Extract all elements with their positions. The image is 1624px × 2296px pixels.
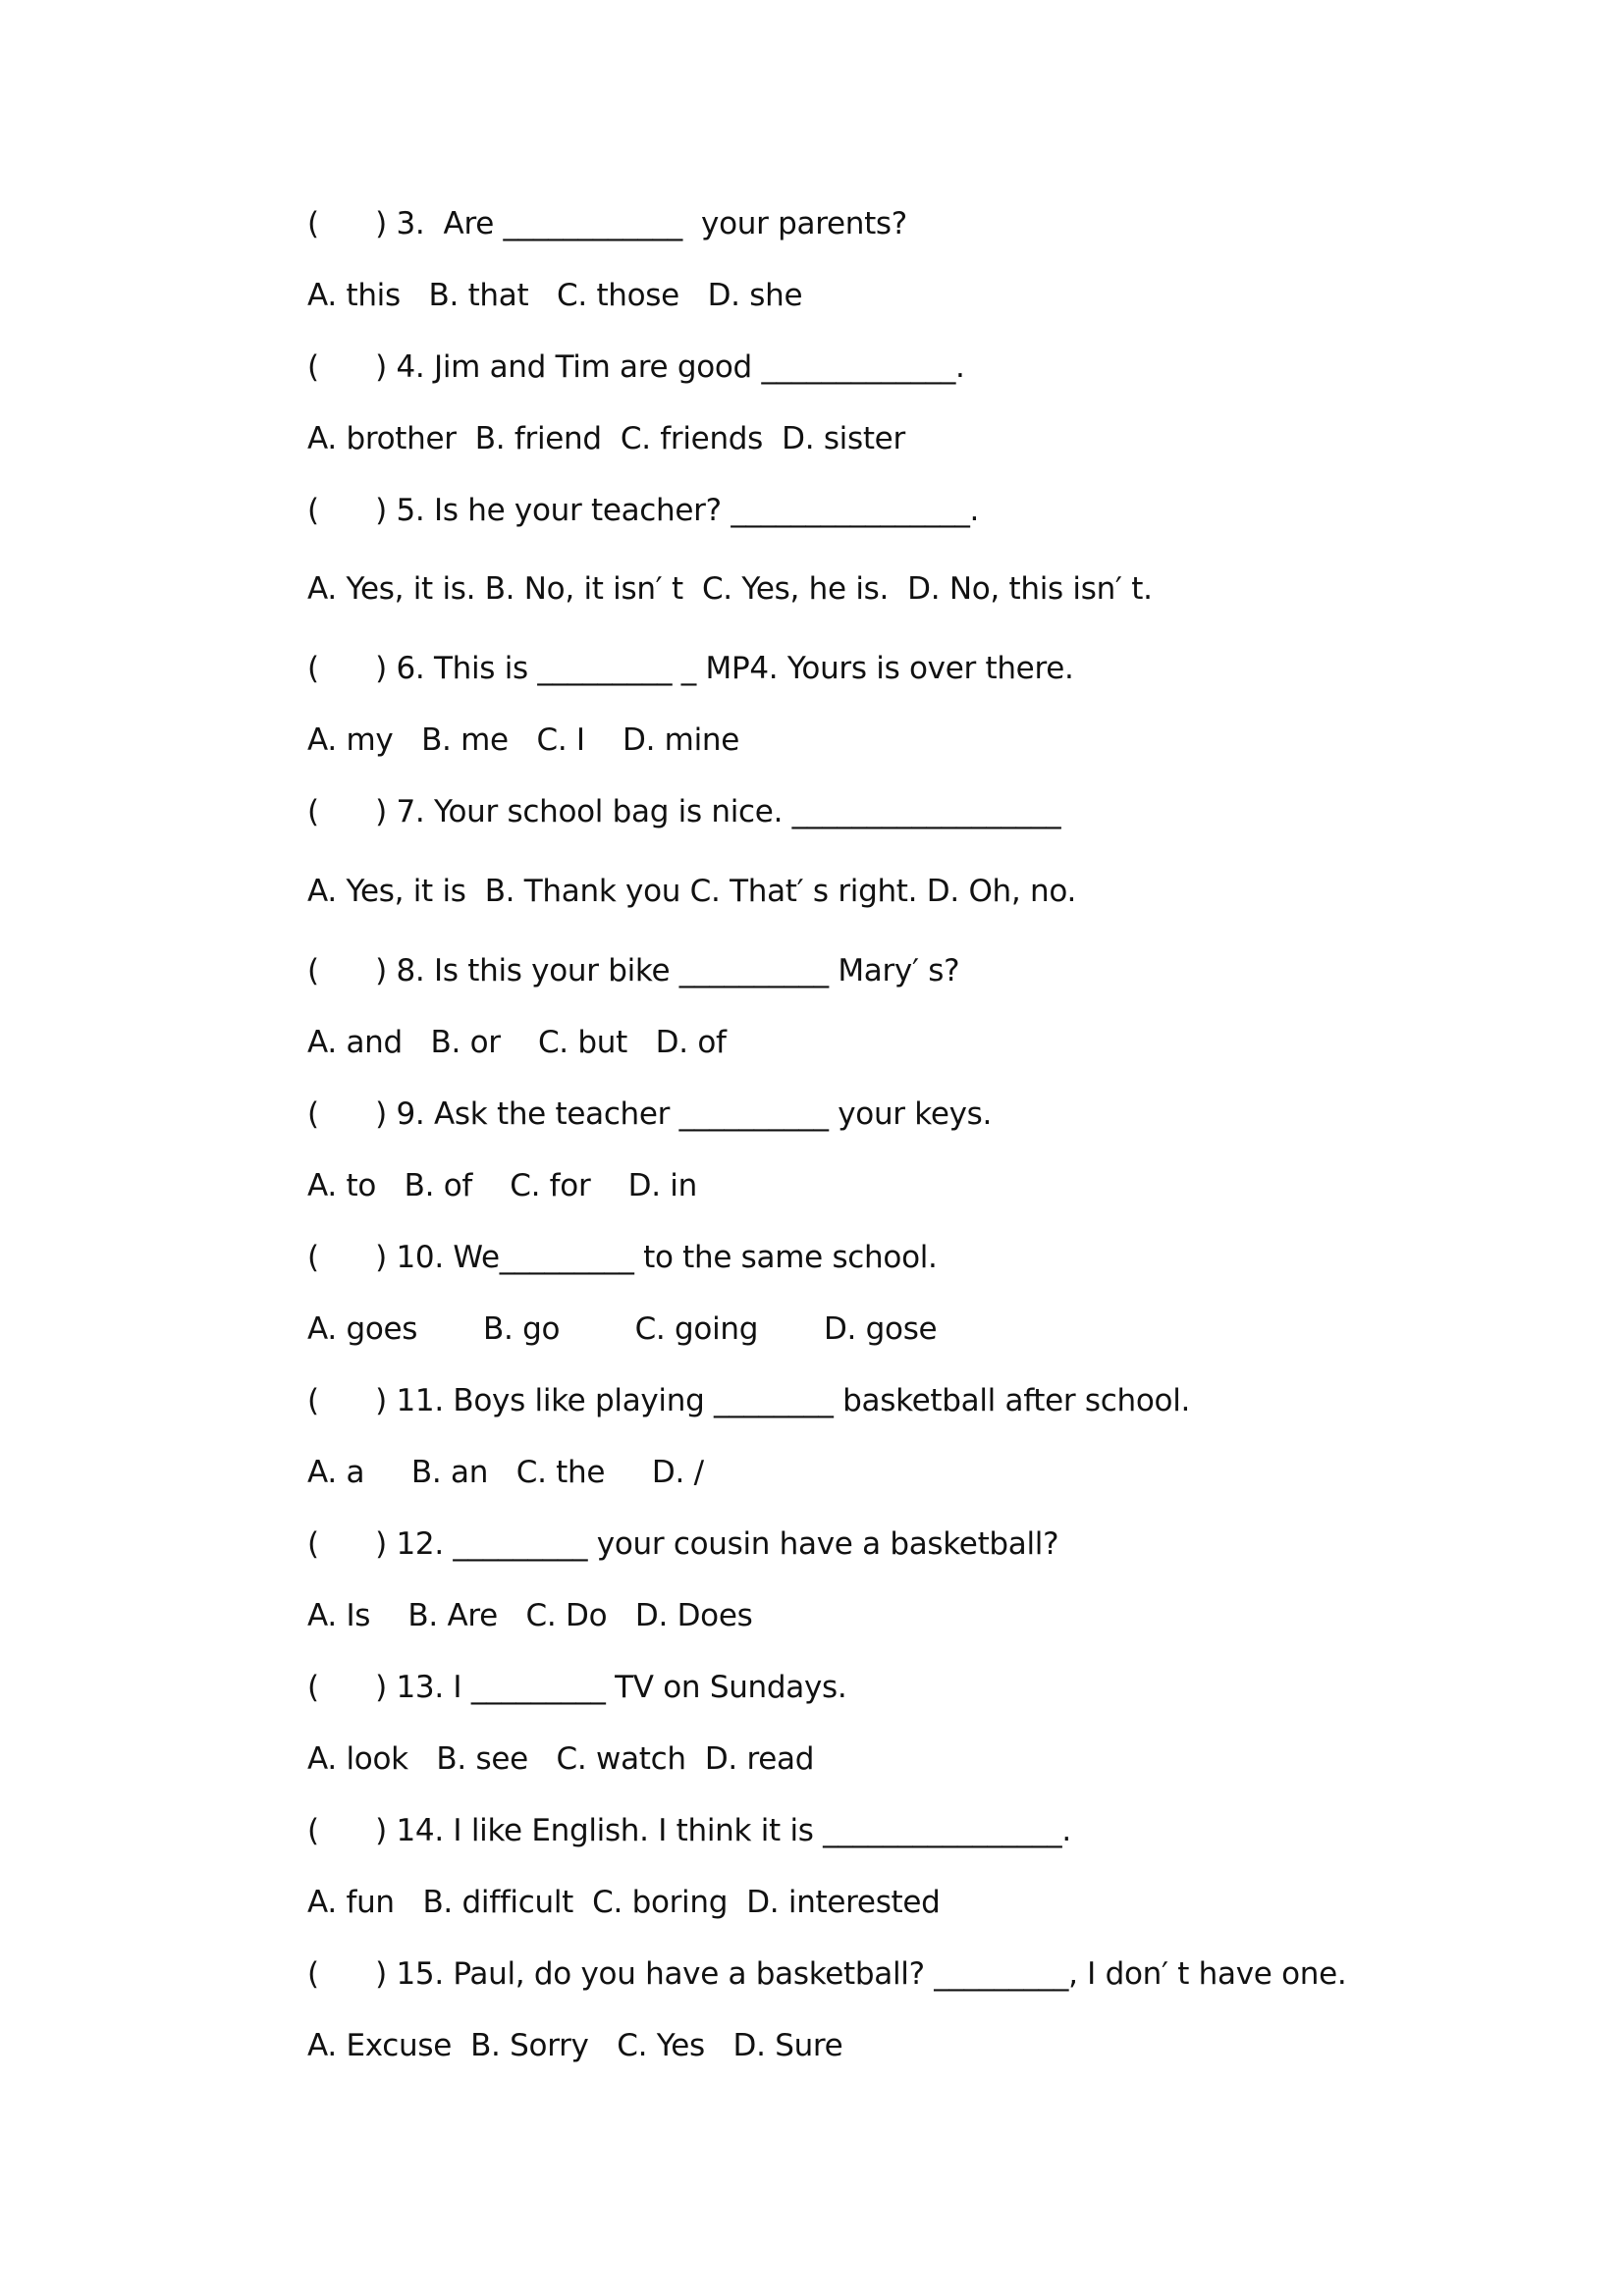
question-6-options: A. my B. me C. I D. mine (307, 722, 740, 758)
question-5: ( ) 5. Is he your teacher? ________________. (307, 493, 980, 528)
question-3: ( ) 3. Are ____________ your parents? (307, 206, 907, 241)
question-3-options: A. this B. that C. those D. she (307, 278, 803, 313)
question-12-options: A. Is B. Are C. Do D. Does (307, 1598, 753, 1633)
question-13: ( ) 13. I _________ TV on Sundays. (307, 1670, 847, 1705)
question-14: ( ) 14. I like English. I think it is ________________. (307, 1813, 1071, 1848)
question-12: ( ) 12. _________ your cousin have a basketball? (307, 1526, 1059, 1562)
question-9: ( ) 9. Ask the teacher __________ your keys. (307, 1096, 993, 1132)
question-4: ( ) 4. Jim and Tim are good _____________. (307, 349, 965, 385)
question-11-options: A. a B. an C. the D. / (307, 1455, 704, 1490)
question-10-options: A. goes B. go C. going D. gose (307, 1311, 938, 1347)
question-15-options: A. Excuse B. Sorry C. Yes D. Sure (307, 2028, 843, 2063)
question-13-options: A. look B. see C. watch D. read (307, 1741, 815, 1777)
question-8-options: A. and B. or C. but D. of (307, 1025, 727, 1060)
question-10: ( ) 10. We_________ to the same school. (307, 1240, 938, 1275)
question-8: ( ) 8. Is this your bike __________ Mary′ s? (307, 953, 960, 988)
question-11: ( ) 11. Boys like playing ________ basketball after school. (307, 1383, 1191, 1418)
question-9-options: A. to B. of C. for D. in (307, 1168, 697, 1203)
question-5-options: A. Yes, it is. B. No, it isn′ t C. Yes, he is. D. No, this isn′ t. (307, 571, 1153, 607)
question-15: ( ) 15. Paul, do you have a basketball? _________, I don′ t have one. (307, 1956, 1347, 1992)
question-14-options: A. fun B. difficult C. boring D. interested (307, 1885, 941, 1920)
question-4-options: A. brother B. friend C. friends D. sister (307, 421, 905, 456)
question-7: ( ) 7. Your school bag is nice. __________________ (307, 794, 1061, 829)
question-6: ( ) 6. This is _________ _ MP4. Yours is over there. (307, 651, 1074, 686)
question-7-options: A. Yes, it is B. Thank you C. That′ s right. D. Oh, no. (307, 874, 1077, 909)
